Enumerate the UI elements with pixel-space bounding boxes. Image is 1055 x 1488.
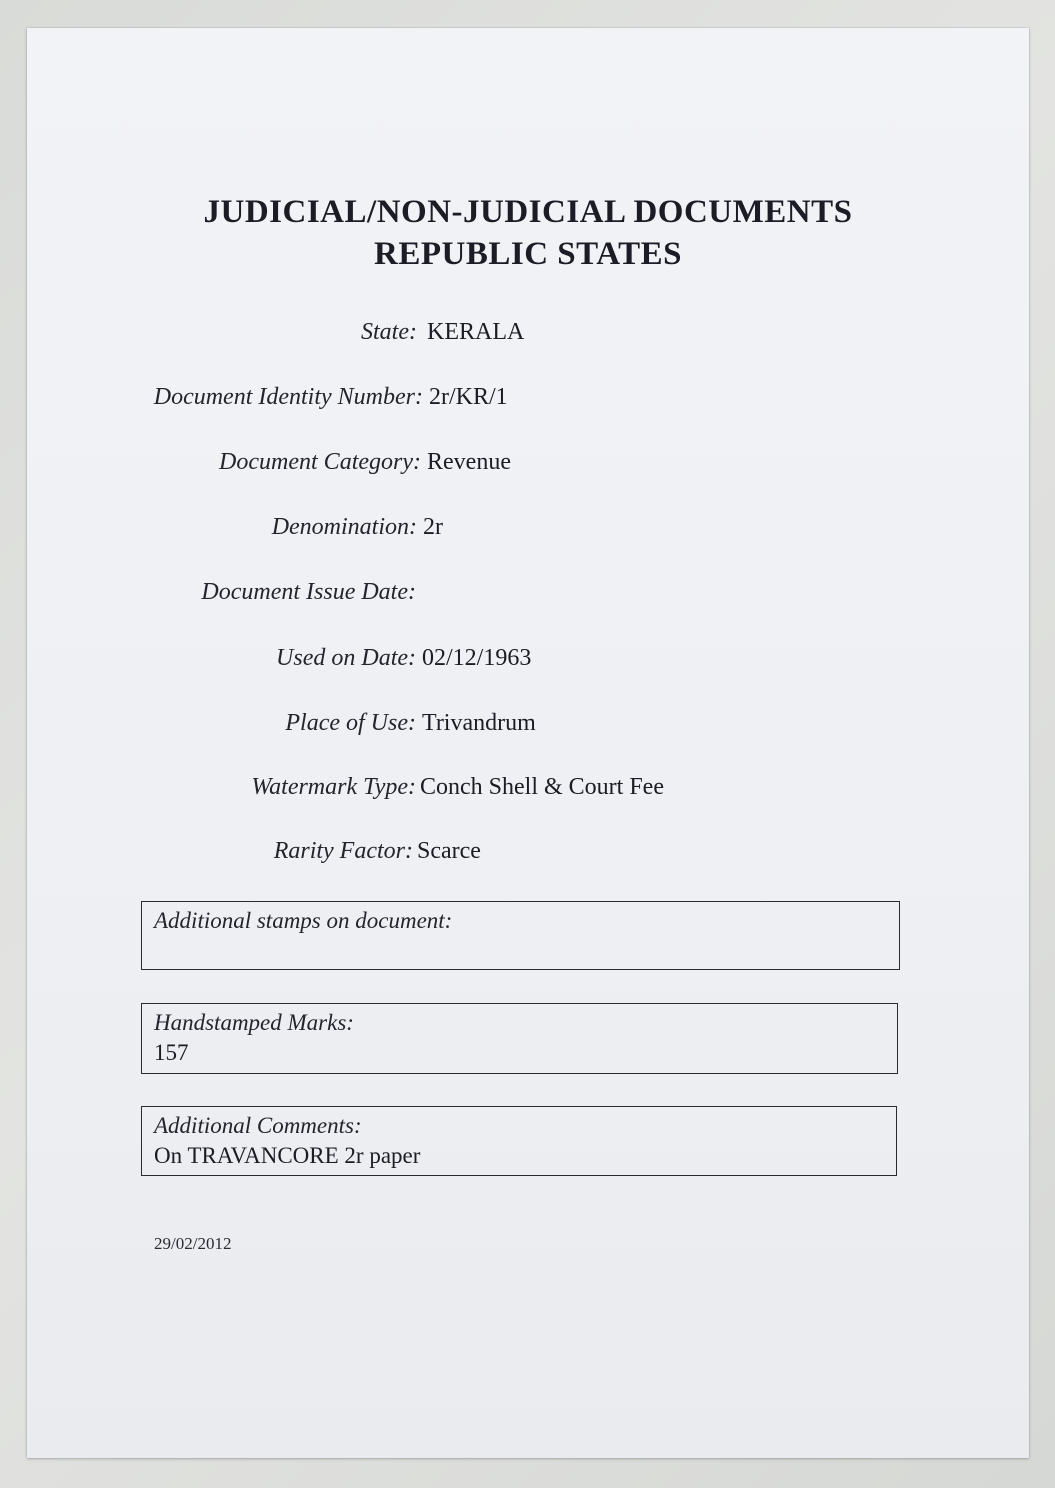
box-label: Handstamped Marks:: [154, 1010, 354, 1035]
additional-stamps-box: [141, 901, 900, 970]
box-label: Additional Comments:: [154, 1113, 362, 1138]
field-value: 2r/KR/1: [429, 384, 508, 410]
footer-date: 29/02/2012: [154, 1234, 232, 1253]
field-value: KERALA: [427, 319, 525, 345]
field-value: Scarce: [417, 838, 481, 864]
field-document-category: [27, 445, 1029, 479]
field-value: Trivandrum: [422, 710, 536, 736]
field-used-on-date: [27, 641, 1029, 675]
field-value: Revenue: [427, 449, 511, 475]
field-value: Conch Shell & Court Fee: [420, 774, 664, 800]
document-title-line-2: REPUBLIC STATES: [374, 236, 682, 272]
field-label: Document Category:: [219, 449, 421, 475]
additional-comments-box: [141, 1106, 897, 1176]
field-document-identity-number: [27, 380, 1029, 414]
field-document-issue-date: [27, 575, 1029, 609]
document-sheet: [27, 28, 1029, 1458]
field-label: Used on Date:: [276, 645, 416, 671]
field-value: 02/12/1963: [422, 645, 532, 671]
field-value: 2r: [423, 514, 443, 540]
field-state: [27, 315, 1029, 349]
handstamped-marks-box: [141, 1003, 898, 1074]
box-value: On TRAVANCORE 2r paper: [154, 1143, 421, 1168]
field-label: Denomination:: [271, 514, 417, 540]
field-rarity-factor: [27, 834, 1029, 868]
field-watermark-type: [27, 770, 1029, 804]
field-label: State:: [361, 319, 417, 345]
field-place-of-use: [27, 706, 1029, 740]
field-denomination: [27, 510, 1029, 544]
field-label: Watermark Type:: [251, 774, 416, 800]
box-label: Additional stamps on document:: [154, 908, 453, 933]
field-label: Place of Use:: [285, 710, 416, 736]
field-label: Document Issue Date:: [201, 579, 416, 605]
field-label: Document Identity Number:: [153, 384, 423, 410]
document-title-line-1: JUDICIAL/NON-JUDICIAL DOCUMENTS: [203, 194, 853, 230]
box-value: 157: [154, 1040, 189, 1065]
field-label: Rarity Factor:: [273, 838, 413, 864]
